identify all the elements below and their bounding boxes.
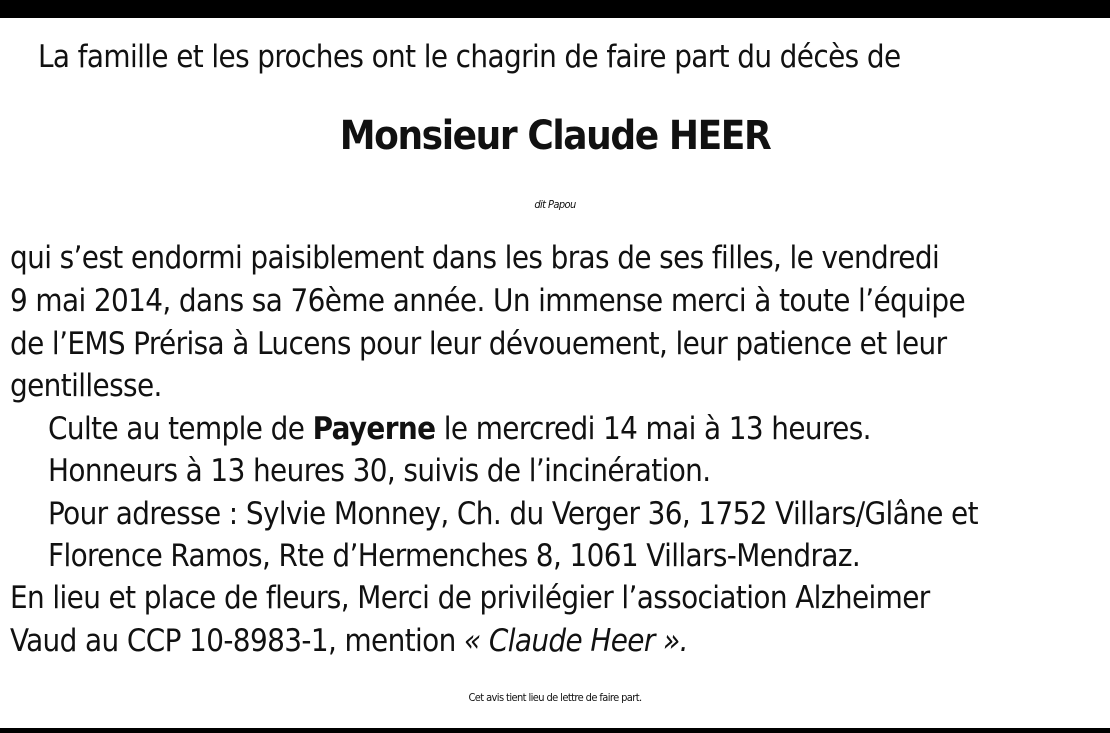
body-line: gentillesse.: [10, 368, 162, 404]
body-line: qui s’est endormi paisiblement dans les bras de ses filles, le vendredi: [10, 240, 940, 276]
address-line: Pour adresse : Sylvie Monney, Ch. du Verger 36, 1752 Villars/Glâne et: [48, 496, 978, 532]
flowers-line: En lieu et place de fleurs, Merci de privilégier l’association Alzheimer: [10, 580, 930, 616]
address-line: Florence Ramos, Rte d’Hermenches 8, 1061 Villars-Mendraz.: [48, 538, 861, 574]
flowers-mention: « Claude Heer ».: [463, 623, 688, 659]
deceased-name: Monsieur Claude HEER: [339, 113, 771, 159]
intro-text: La famille et les proches ont le chagrin de faire part du décès de: [38, 39, 901, 75]
body-line: 9 mai 2014, dans sa 76ème année. Un immense merci à toute l’équipe: [10, 283, 966, 319]
service-line: [48, 409, 871, 449]
body-line: de l’EMS Prérisa à Lucens pour leur dévouement, leur patience et leur: [10, 326, 947, 362]
service-place: Payerne: [312, 411, 436, 447]
flowers-line: [10, 621, 688, 661]
service-prefix: Culte au temple de: [48, 411, 313, 447]
service-suffix: le mercredi 14 mai à 13 heures.: [435, 411, 871, 447]
honours-line: Honneurs à 13 heures 30, suivis de l’incinération.: [48, 453, 711, 489]
flowers-prefix: Vaud au CCP 10-8983-1, mention: [10, 623, 464, 659]
closing-note: Cet avis tient lieu de lettre de faire part.: [468, 691, 642, 704]
nickname: dit Papou: [534, 198, 576, 211]
bottom-border-rule: [0, 728, 1110, 733]
